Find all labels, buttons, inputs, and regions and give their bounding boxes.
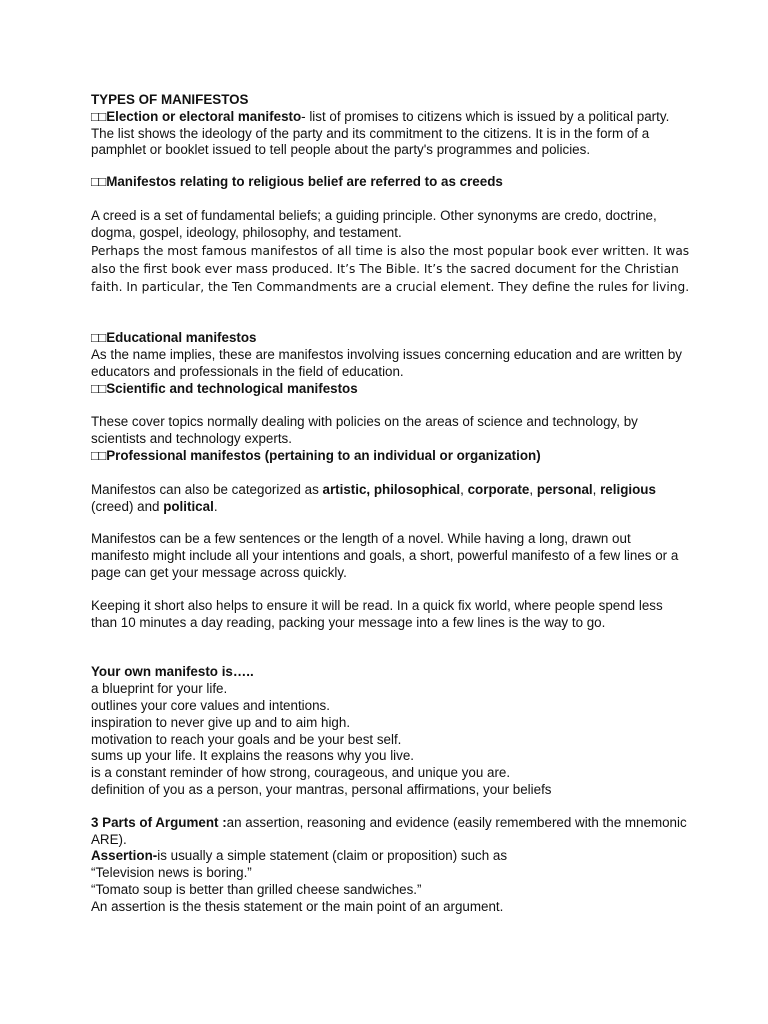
list-item: a blueprint for your life. [91, 681, 228, 697]
scientific-heading-text: Scientific and technological manifestos [106, 380, 358, 396]
assertion-text: is usually a simple statement (claim or proposition) such as [157, 848, 508, 864]
category-personal: personal [536, 481, 593, 497]
separator: , [529, 481, 537, 497]
list-item: outlines your core values and intentions. [91, 697, 330, 713]
argument-paragraph [91, 815, 691, 849]
separator: , [592, 481, 601, 497]
missing-glyph-icon: □□ [91, 447, 106, 463]
election-text: - list of promises to citizens which is issued by a political party. The list shows the ideology of the party and its commitment to the citizens. It is in the form of a pamphlet or booklet issued to tell people about the party's programmes and policies. [91, 108, 670, 158]
list-item: motivation to reach your goals and be your best self. [91, 731, 402, 747]
assertion-label: Assertion- [91, 848, 158, 864]
election-paragraph [91, 109, 691, 159]
list-item: sums up your life. It explains the reasons why you live. [91, 748, 415, 764]
categories-creed-and: (creed) and [91, 498, 164, 514]
length-paragraph: Manifestos can be a few sentences or the length of a novel. While having a long, drawn out manifesto might include all your intentions and goals, a short, powerful manifesto of a few lines or a page can get your message across quickly. [91, 531, 679, 580]
missing-glyph-icon: □□ [91, 330, 106, 346]
short-paragraph: Keeping it short also helps to ensure it will be read. In a quick fix world, where people spend less than 10 minutes a day reading, packing your message into a few lines is the way to go. [91, 597, 663, 630]
scientific-heading [91, 381, 691, 398]
educational-heading-text: Educational manifestos [106, 330, 257, 346]
creed-paragraph: A creed is a set of fundamental beliefs; a guiding principle. Other synonyms are credo, doctrine, dogma, gospel, ideology, philosophy, and testament. [91, 207, 657, 240]
categories-end: . [213, 498, 218, 514]
missing-glyph-icon: □□ [91, 174, 106, 190]
missing-glyph-icon: □□ [91, 108, 106, 124]
list-item: definition of you as a person, your mantras, personal affirmations, your beliefs [91, 781, 552, 797]
document-page [91, 92, 691, 916]
category-religious: religious [600, 481, 656, 497]
assertion-paragraph [91, 848, 691, 865]
category-political: political [163, 498, 214, 514]
election-heading: Election or electoral manifesto [106, 108, 302, 124]
categories-paragraph [91, 482, 691, 516]
own-manifesto-heading: Your own manifesto is….. [91, 664, 254, 680]
educational-heading [91, 330, 691, 347]
category-artistic-philosophical: artistic, philosophical [322, 481, 461, 497]
scientific-paragraph: These cover topics normally dealing with policies on the areas of science and technology, by scientists and technology experts. [91, 414, 638, 447]
categories-prefix: Manifestos can also be categorized as [91, 481, 323, 497]
quote-television: “Television news is boring.” [91, 865, 252, 881]
document-title: TYPES OF MANIFESTOS [91, 92, 249, 107]
argument-heading: 3 Parts of Argument : [91, 814, 227, 830]
professional-heading-text: Professional manifestos (pertaining to an individual or organization) [106, 447, 541, 463]
religious-heading [91, 174, 691, 191]
assertion-closing: An assertion is the thesis statement or the main point of an argument. [91, 898, 504, 914]
bible-paragraph: Perhaps the most famous manifestos of all time is also the most popular book ever written. It was also the first book ever mass produced. It’s The Bible. It’s the sacred document for the Christian faith. In particular, the Ten Commandments are a crucial element. They define the rules for living. [91, 243, 690, 294]
quote-tomato-soup: “Tomato soup is better than grilled cheese sandwiches.” [91, 881, 422, 897]
missing-glyph-icon: □□ [91, 380, 106, 396]
educational-paragraph: As the name implies, these are manifestos involving issues concerning education and are written by educators and professionals in the field of education. [91, 346, 682, 379]
list-item: inspiration to never give up and to aim high. [91, 714, 351, 730]
professional-heading [91, 448, 691, 465]
religious-heading-text: Manifestos relating to religious belief are referred to as creeds [106, 174, 503, 190]
own-manifesto-list [91, 681, 691, 799]
category-corporate: corporate [467, 481, 530, 497]
list-item: is a constant reminder of how strong, courageous, and unique you are. [91, 765, 511, 781]
separator: , [460, 481, 468, 497]
argument-text: an assertion, reasoning and evidence (easily remembered with the mnemonic ARE). [91, 814, 687, 847]
